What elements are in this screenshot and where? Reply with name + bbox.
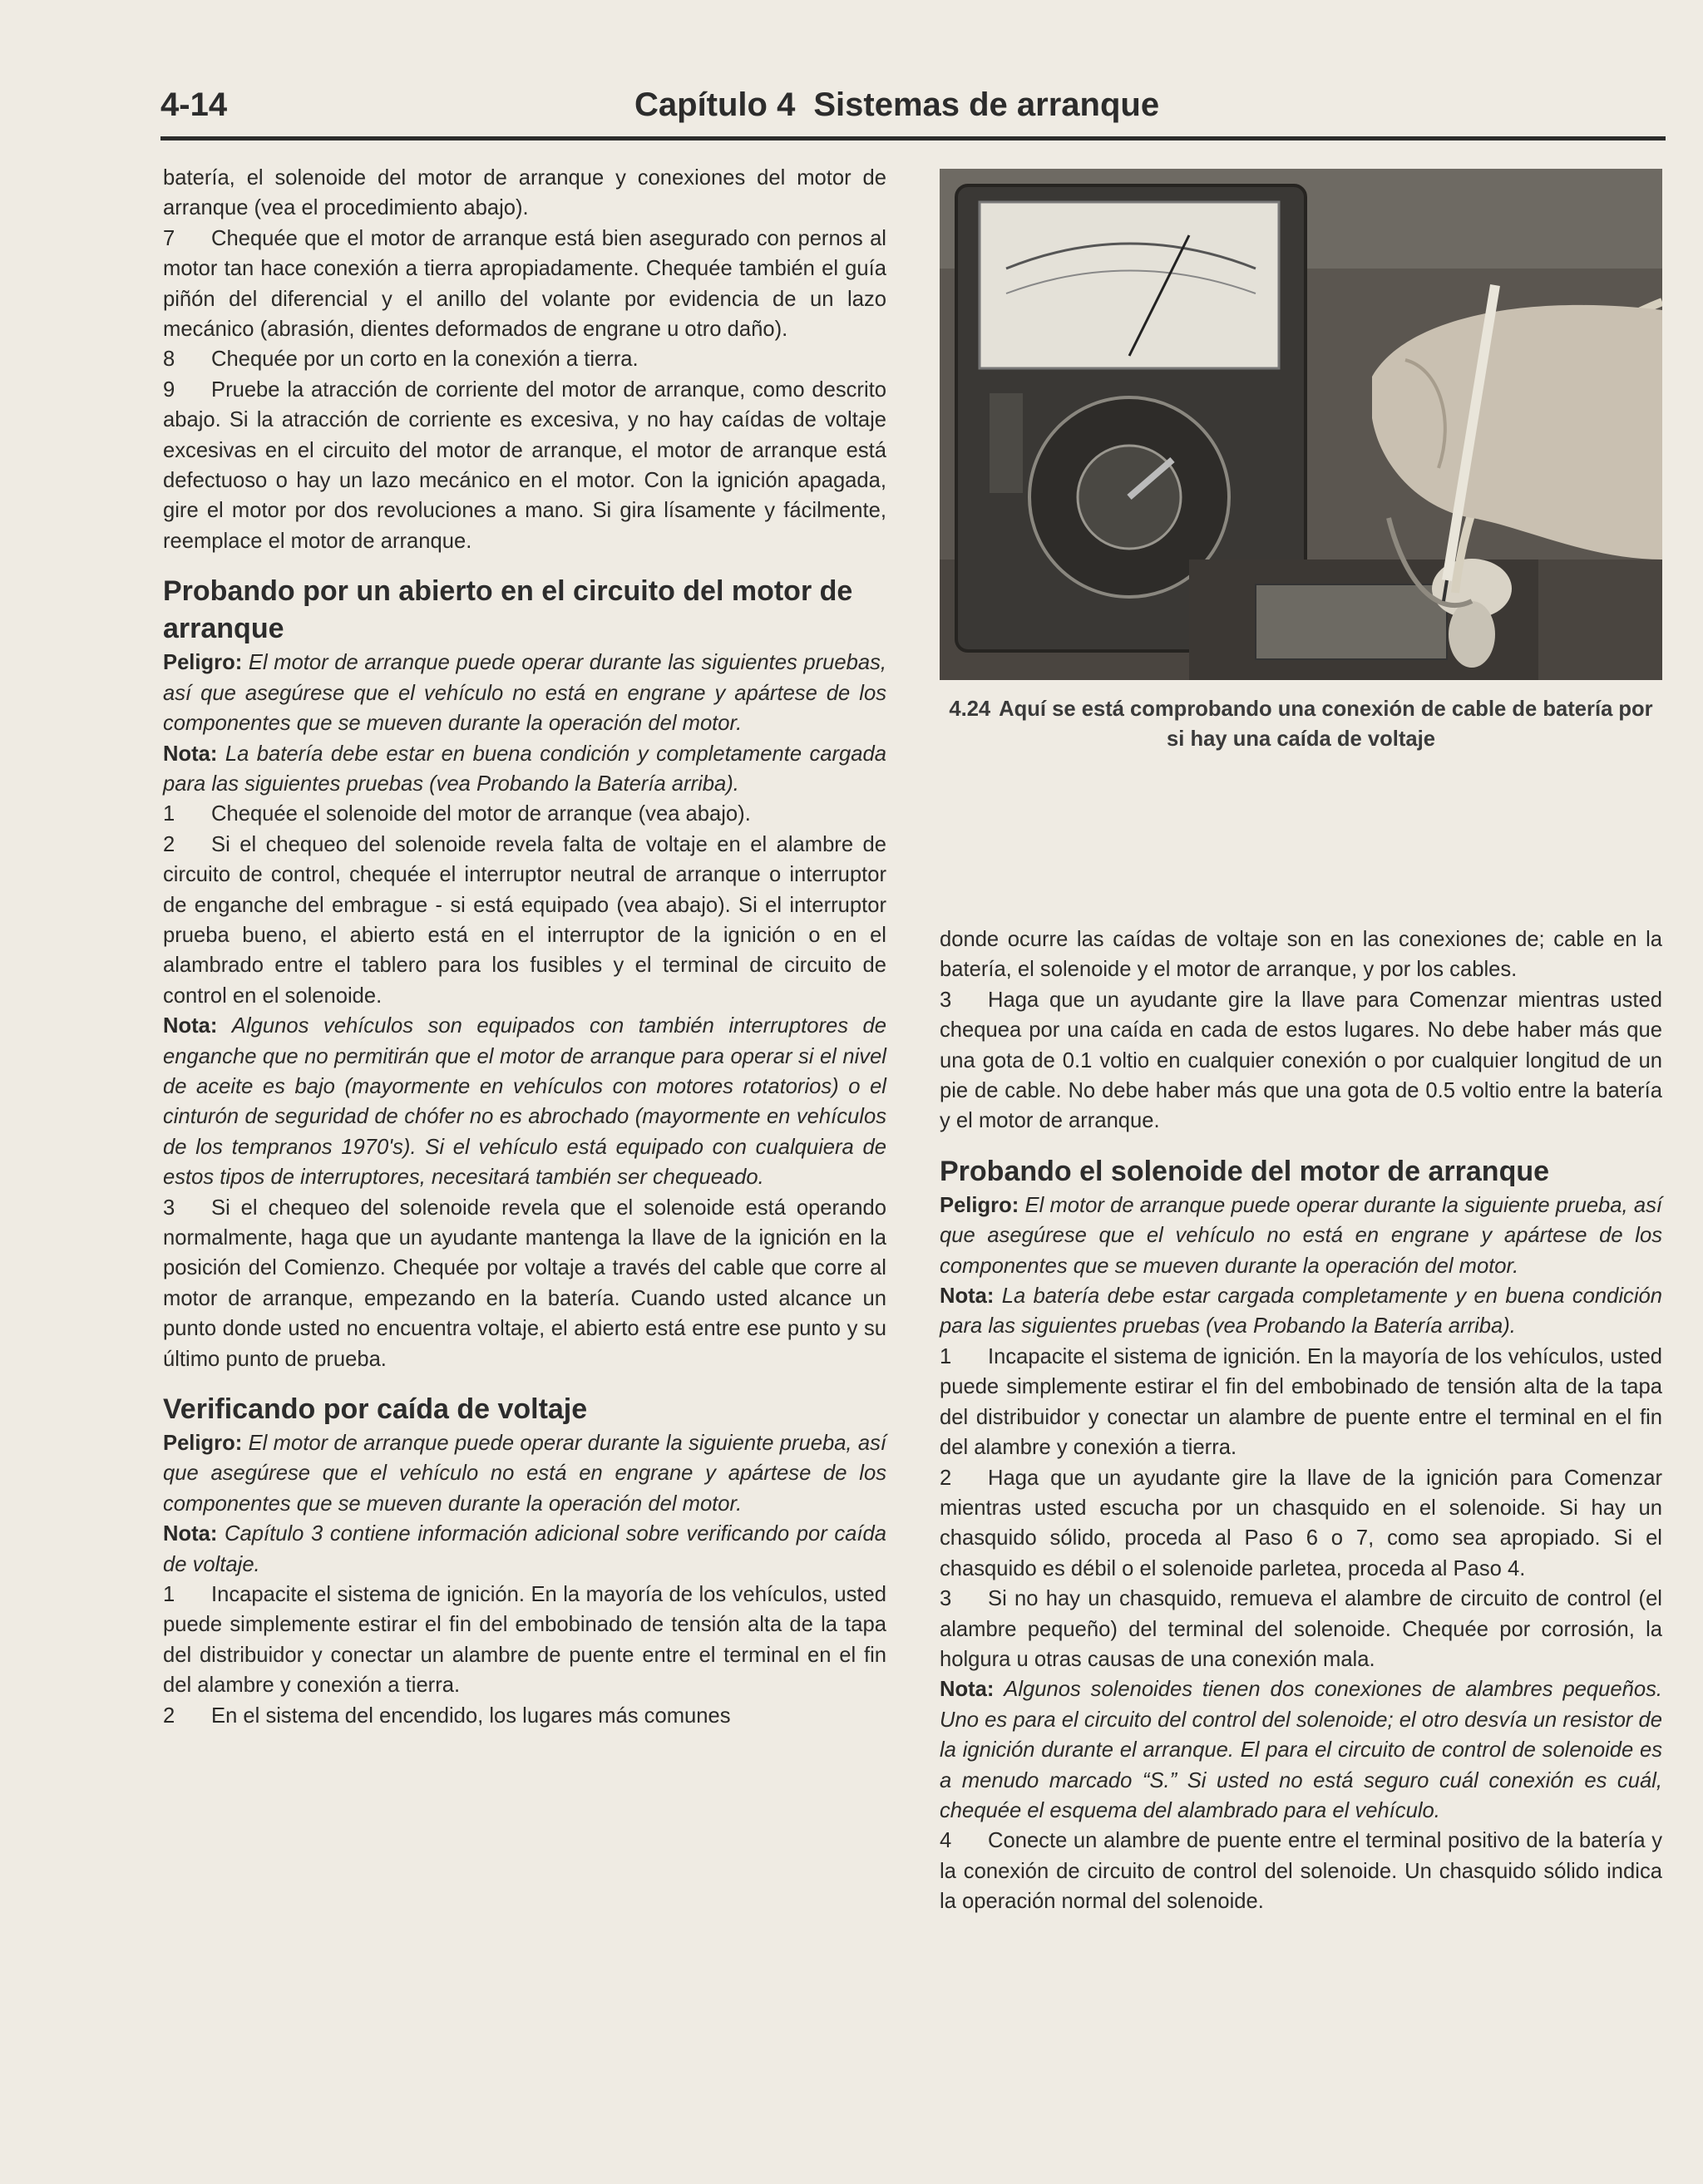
figure-caption [940,694,1662,754]
figure-caption-text: Aquí se está comprobando una conexión de cable de batería por si hay una caída de voltaje [999,698,1653,751]
step-text: Pruebe la atracción de corriente del motor de arranque, como descrito abajo. Si la atracción de corriente es excesiva, y no hay caídas de voltaje excesivas en el circuito del motor de arranque, el motor de arranque está defectuoso o hay un lazo mecánico en el motor. Con la ignición apagada, gire el motor por dos revoluciones a mano. Si gira lísamente y fácilmente, reemplace el motor de arranque. [163,377,886,553]
chapter-title [634,86,1159,124]
step-paragraph [163,1701,886,1731]
warning-paragraph [940,1191,1662,1281]
multimeter-photo-illustration [940,169,1662,680]
step-paragraph [163,799,886,829]
section-heading-open-circuit: Probando por un abierto en el circuito del motor de arranque [163,575,853,645]
note-label: Nota: [940,1678,995,1702]
warning-text: El motor de arranque puede operar durante las siguientes pruebas, así que asegúrese que el vehículo no está en engrane y apártese de los componentes que se mueven durante la operación del motor. [163,651,886,736]
step-number: 9 [163,377,175,402]
warning-label: Peligro: [163,1432,243,1456]
step-paragraph [940,1342,1662,1463]
page-number: 4-14 [160,86,228,123]
note-paragraph [163,1011,886,1192]
page-header [160,83,1666,141]
step-paragraph [940,1826,1662,1916]
step-paragraph [940,985,1662,1136]
section-heading-voltage-drop: Verificando por caída de voltaje [163,1393,588,1426]
step-number: 3 [940,988,952,1012]
step-text: Chequée el solenoide del motor de arranque (vea abajo). [211,802,751,826]
note-paragraph [163,1519,886,1580]
left-column [163,163,886,1731]
continuation-paragraph: donde ocurre las caídas de voltaje son en las conexiones de; cable en la batería, el solenoide y el motor de arranque, y por los cables. [940,928,1662,982]
step-text: Incapacite el sistema de ignición. En la mayoría de los vehículos, usted puede simplemente estirar el fin del embobinado de tensión alta de la tapa del distribuidor y conectar un alambre de puente entre el terminal en el fin del alambre y conexión a tierra. [163,1583,886,1698]
warning-paragraph [163,648,886,738]
note-label: Nota: [163,1522,218,1546]
warning-text: El motor de arranque puede operar durante la siguiente prueba, así que asegúrese que el vehículo no está en engrane y apártese de los componentes que se mueven durante la operación del motor. [163,1432,886,1516]
note-paragraph [940,1674,1662,1826]
note-text: Algunos vehículos son equipados con también interruptores de enganche que no permitirán que el motor de arranque para operar si el nivel de aceite es bajo (mayormente en vehículos con motores rotatorios) o el cinturón de seguridad de chófer no es abrochado (mayormente en vehículos de los tempranos 1970's). Si el vehículo está equipado con cualquiera de estos tipos de interruptores, necesitará también ser chequeado. [163,1014,886,1190]
note-text: La batería debe estar en buena condición y completamente cargada para las siguientes pruebas (vea Probando la Batería arriba). [163,742,886,796]
step-number: 1 [940,1344,952,1368]
step-number: 3 [940,1587,952,1611]
note-label: Nota: [163,742,218,766]
figure-number: 4.24 [949,698,991,721]
step-number: 2 [163,1703,175,1728]
step-number: 1 [163,802,175,826]
note-text: La batería debe estar cargada completamente y en buena condición para las siguientes pruebas (vea Probando la Batería arriba). [940,1284,1662,1339]
note-label: Nota: [163,1014,218,1038]
step-paragraph [940,1584,1662,1674]
figure-photo-multimeter [940,169,1662,680]
step-text: En el sistema del encendido, los lugares más comunes [211,1703,731,1728]
chapter-name: Sistemas de arranque [813,86,1160,123]
step-paragraph [163,1580,886,1701]
step-paragraph [163,830,886,1011]
step-text: Haga que un ayudante gire la llave para Comenzar mientras usted chequea por una caída en cada de estos lugares. No debe haber más que una gota de 0.1 voltio en cualquier conexión o por cualquier longitud de un pie de cable. No debe haber más que una gota de 0.5 voltio entre la batería y el motor de arranque. [940,988,1662,1133]
warning-text: El motor de arranque puede operar durante la siguiente prueba, así que asegúrese que el vehículo no está en engrane y apártese de los componentes que se mueven durante la operación del motor. [940,1193,1662,1278]
step-paragraph [163,224,886,345]
note-paragraph [940,1281,1662,1342]
step-text: Haga que un ayudante gire la llave de la ignición para Comenzar mientras usted escucha por un chasquido en el solenoide. Si hay un chasquido sólido, proceda al Paso 6 o 7, como sea apropiado. Si el chasquido es débil o el solenoide parletea, proceda al Paso 4. [940,1466,1662,1580]
step-paragraph [163,375,886,556]
step-number: 1 [163,1583,175,1607]
step-number: 7 [163,226,175,250]
right-column [940,924,1662,1917]
chapter-label: Capítulo 4 [634,86,796,123]
step-paragraph [940,1463,1662,1585]
section-heading-solenoid: Probando el solenoide del motor de arranque [940,1155,1550,1187]
note-paragraph [163,739,886,800]
step-number: 3 [163,1196,175,1220]
step-number: 2 [163,832,175,856]
step-text: Conecte un alambre de puente entre el terminal positivo de la batería y la conexión de circuito de control del solenoide. Un chasquido sólido indica la operación normal del solenoide. [940,1829,1662,1914]
step-text: Si el chequeo del solenoide revela falta de voltaje en el alambre de circuito de control, chequée el interruptor neutral de arranque o interruptor de enganche del embrague - si está equipado (vea abajo). Si el interruptor prueba bueno, el abierto está en el interruptor de la ignición o en el alambrado entre el tablero para los fusibles y el terminal de circuito de control en el solenoide. [163,832,886,1008]
step-paragraph [163,344,886,374]
step-text: Si el chequeo del solenoide revela que el solenoide está operando normalmente, haga que un ayudante mantenga la llave de la ignición en la posición del Comienzo. Chequée por voltaje a través del cable que corre al motor de arranque, empezando en la batería. Cuando usted alcance un punto donde usted no encuentra voltaje, el abierto está entre ese punto y su último punto de prueba. [163,1196,886,1371]
step-paragraph [163,1193,886,1374]
warning-label: Peligro: [163,651,243,675]
note-text: Capítulo 3 contiene información adicional sobre verificando por caída de voltaje. [163,1522,886,1576]
step-text: Si no hay un chasquido, remueva el alambre de circuito de control (el alambre pequeño) del terminal del solenoide. Chequée por corrosión, la holgura u otras causas de una conexión mala. [940,1587,1662,1671]
note-text: Algunos solenoides tienen dos conexiones de alambres pequeños. Uno es para el circuito del control del solenoide; el otro desvía un resistor de la ignición durante el arranque. El para el circuito de control de solenoide es a menudo marcado “S.” Si usted no está seguro cuál conexión es cuál, chequée el esquema del alambrado para el vehículo. [940,1678,1662,1822]
step-number: 4 [940,1829,952,1853]
warning-label: Peligro: [940,1193,1019,1217]
warning-paragraph [163,1428,886,1519]
step-number: 8 [163,348,175,372]
step-text: Incapacite el sistema de ignición. En la mayoría de los vehículos, usted puede simplemente estirar el fin del embobinado de tensión alta de la tapa del distribuidor y conectar un alambre de puente entre el terminal en el fin del alambre y conexión a tierra. [940,1344,1662,1460]
note-label: Nota: [940,1284,995,1309]
step-text: Chequée por un corto en la conexión a tierra. [211,348,639,372]
intro-paragraph: batería, el solenoide del motor de arranque y conexiones del motor de arranque (vea el procedimiento abajo). [163,166,886,220]
step-number: 2 [940,1466,952,1490]
step-text: Chequée que el motor de arranque está bien asegurado con pernos al motor tan hace conexión a tierra apropiadamente. Chequée también el guía piñón del diferencial y el anillo del volante por evidencia de un lazo mecánico (abrasión, dientes deformados de engrane u otro daño). [163,226,886,342]
